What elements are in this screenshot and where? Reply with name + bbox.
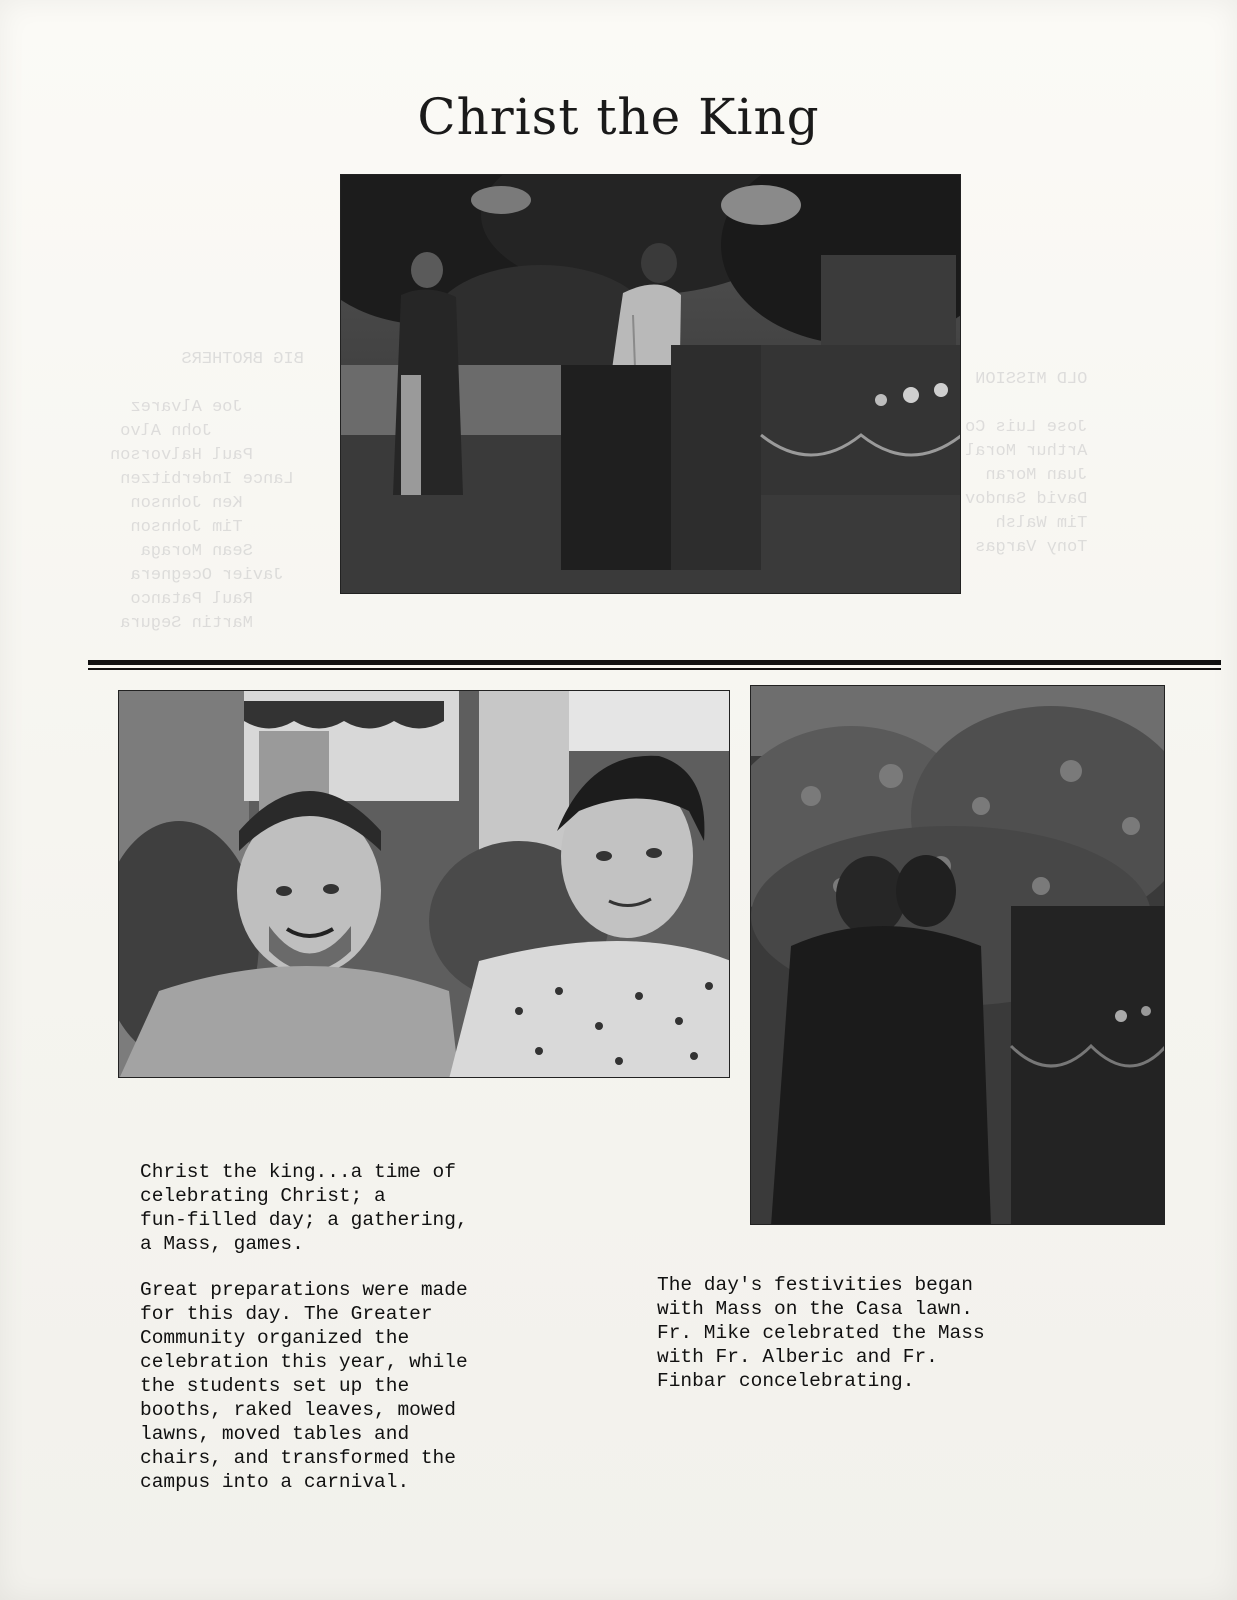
photo-mass-altar-image [341,175,961,594]
photo-mass-altar [340,174,961,594]
bleed-through-right: OLD MISSION Jose Luis Co Arthur Moral Juan Moran David Sandov Tim Walsh Tony Vargas [965,370,1088,557]
bleed-through-left: BIG BROTHERS Joe Alvarez John Alvo Paul Halvorson Lance Inderbitzen Ken Johnson Tim Johnson Sean Moraga Javier Ocegnera Raul Patanco Martin Segura [110,350,304,633]
page-title: Christ the King [417,88,820,146]
caption-festivities: The day's festivities began with Mass on the Casa lawn. Fr. Mike celebrated the Mass with Fr. Alberic and Fr. Finbar concelebrating. [657,1274,985,1392]
photo-two-men [118,690,730,1078]
caption-preparations: Great preparations were made for this day. The Greater Community organized the celebration this year, while the students set up the booths, raked leaves, mowed lawns, moved tables and chairs, and transformed the campus into a carnival. [140,1279,468,1493]
divider-rule-thin [88,668,1221,670]
caption-intro: Christ the king...a time of celebrating Christ; a fun-filled day; a gathering, a Mass, games. [140,1161,468,1255]
photo-altar-dark [750,685,1165,1225]
photo-altar-dark-image [751,686,1165,1225]
divider-rule [88,660,1221,665]
photo-two-men-image [119,691,730,1078]
